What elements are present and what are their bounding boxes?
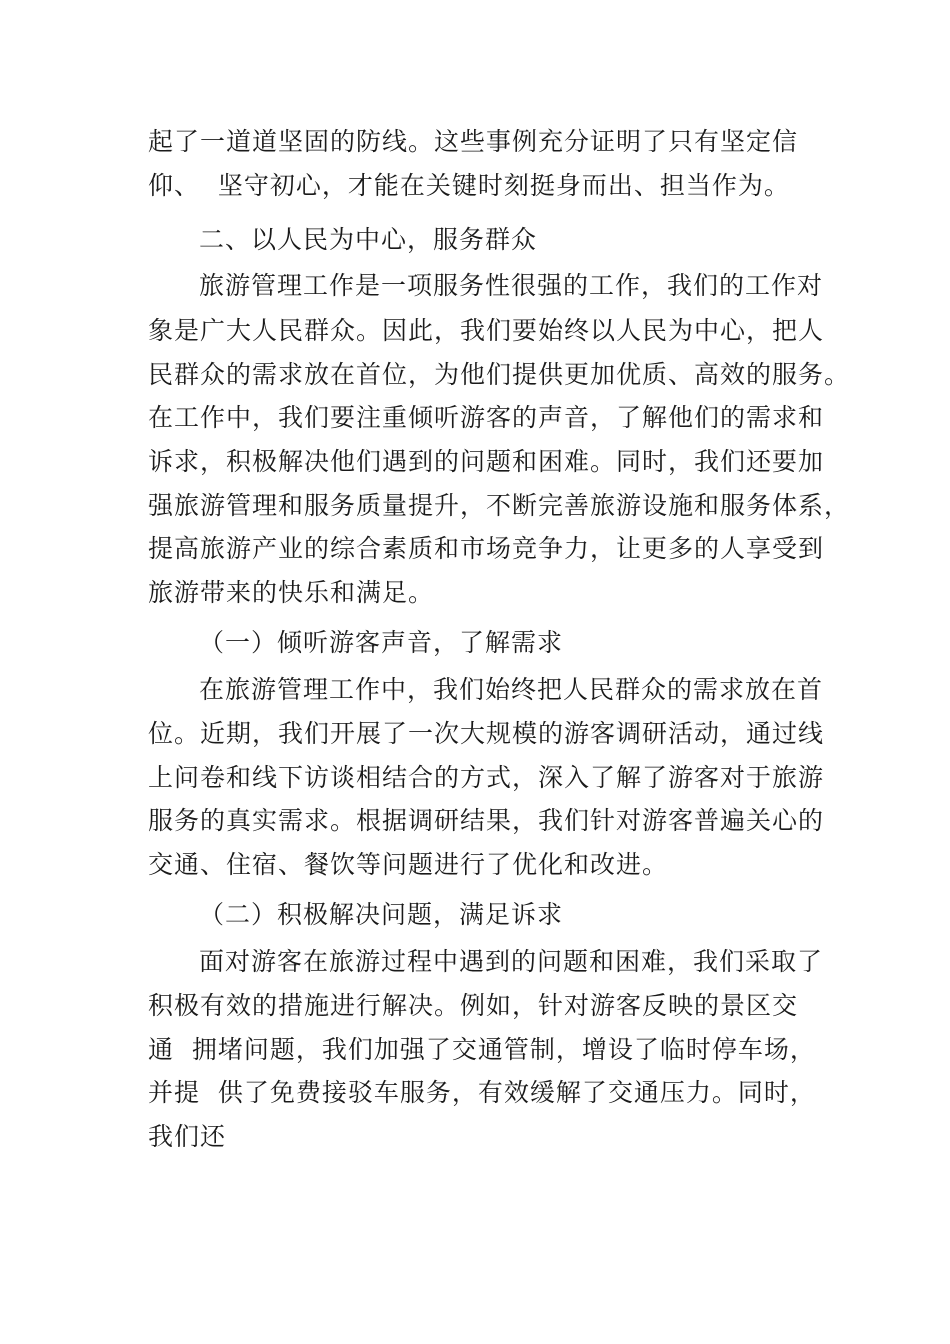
paragraph-line: 起了一道道坚固的防线。这些事例充分证明了只有坚定信 bbox=[148, 127, 799, 156]
paragraph-line: 强旅游管理和服务质量提升，不断完善旅游设施和服务体系， bbox=[148, 491, 851, 520]
subsection-heading: （二）积极解决问题，满足诉求 bbox=[199, 900, 564, 929]
paragraph-line: 我们还 bbox=[148, 1122, 227, 1151]
paragraph-line: 交通、住宿、餐饮等问题进行了优化和改进。 bbox=[148, 850, 669, 879]
paragraph-line: 在旅游管理工作中，我们始终把人民群众的需求放在首 bbox=[199, 675, 824, 704]
subsection-heading: （一）倾听游客声音，了解需求 bbox=[199, 628, 564, 657]
paragraph-line: 服务的真实需求。根据调研结果，我们针对游客普遍关心的 bbox=[148, 806, 825, 835]
paragraph-line: 面对游客在旅游过程中遇到的问题和困难，我们采取了 bbox=[199, 947, 824, 976]
paragraph-line: 旅游管理工作是一项服务性很强的工作，我们的工作对 bbox=[199, 271, 824, 300]
paragraph-line: 通 拥堵问题，我们加强了交通管制，增设了临时停车场， bbox=[148, 1035, 816, 1064]
paragraph-line: 并提 供了免费接驳车服务，有效缓解了交通压力。同时， bbox=[148, 1078, 816, 1107]
paragraph-line: 象是广大人民群众。因此，我们要始终以人民为中心，把人 bbox=[148, 316, 825, 345]
paragraph-line: 提高旅游产业的综合素质和市场竞争力，让更多的人享受到 bbox=[148, 534, 825, 563]
paragraph-line: 积极有效的措施进行解决。例如，针对游客反映的景区交 bbox=[148, 991, 799, 1020]
paragraph-line: 诉求，积极解决他们遇到的问题和困难。同时，我们还要加 bbox=[148, 447, 825, 476]
paragraph-line: 位。近期，我们开展了一次大规模的游客调研活动，通过线 bbox=[148, 719, 825, 748]
paragraph-line: 民群众的需求放在首位，为他们提供更加优质、高效的服务。 bbox=[148, 360, 851, 389]
paragraph-line: 旅游带来的快乐和满足。 bbox=[148, 578, 435, 607]
paragraph-line: 在工作中，我们要注重倾听游客的声音，了解他们的需求和 bbox=[148, 403, 825, 432]
paragraph-line: 上问卷和线下访谈相结合的方式，深入了解了游客对于旅游 bbox=[148, 763, 825, 792]
section-heading: 二、以人民为中心，服务群众 bbox=[199, 225, 538, 254]
paragraph-line: 仰、 坚守初心，才能在关键时刻挺身而出、担当作为。 bbox=[148, 171, 790, 200]
